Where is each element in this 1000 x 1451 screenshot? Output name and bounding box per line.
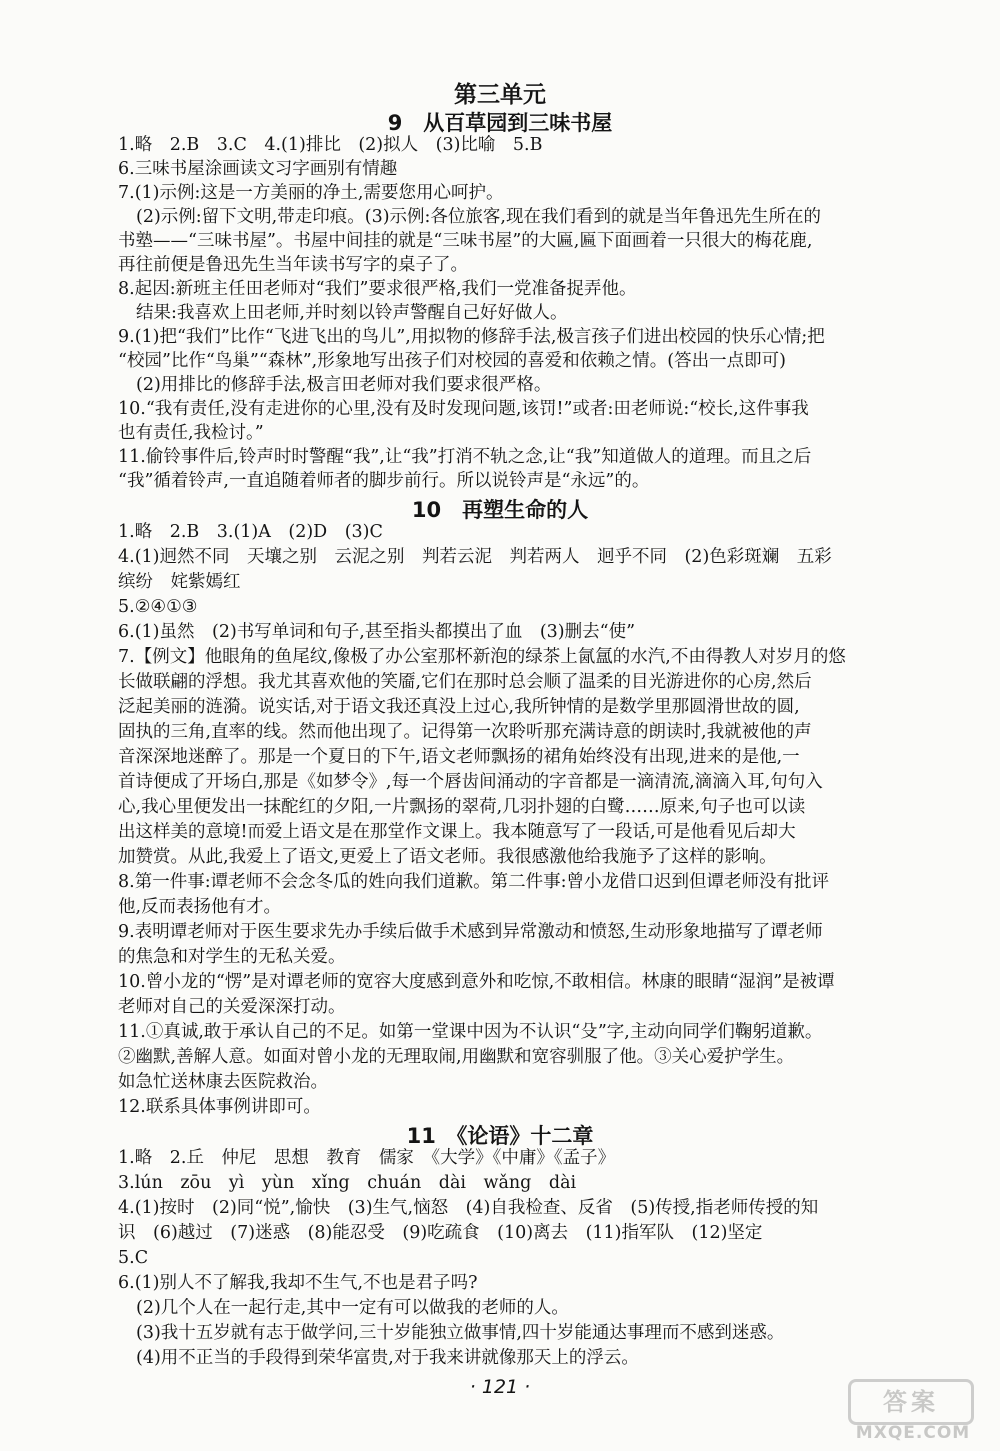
answer-line: 7.【例文】他眼角的鱼尾纹,像极了办公室那杯新泡的绿茶上氤氲的水汽,不由得教人对岁月的悠 <box>118 647 846 667</box>
answer-line: (4)用不正当的手段得到荣华富贵,对于我来讲就像那天上的浮云。 <box>136 1348 639 1368</box>
answer-line: 缤纷 姹紫嫣红 <box>118 572 241 592</box>
answer-line: 加赞赏。从此,我爱上了语文,更爱上了语文老师。我很感激他给我施予了这样的影响。 <box>118 847 777 867</box>
answer-line: 3.lún zōu yì yùn xǐng chuán dài wǎng dài <box>118 1173 577 1193</box>
answer-line: 9.表明谭老师对于医生要求先办手续后做手术感到异常激动和愤怒,生动形象地描写了谭老师 <box>118 922 823 942</box>
answer-line: 12.联系具体事例讲即可。 <box>118 1097 321 1117</box>
answer-line: 识 (6)越过 (7)迷惑 (8)能忍受 (9)吃疏食 (10)离去 (11)指军队 (12)坚定 <box>118 1223 763 1243</box>
answer-line: 泛起美丽的涟漪。说实话,对于语文我还真没上过心,我所钟情的是数学里那圆滑世故的圆, <box>118 697 800 717</box>
watermark-logo <box>848 1379 978 1443</box>
unit-title: 第三单元 <box>454 82 546 108</box>
watermark-text-top: 答案 <box>848 1379 974 1425</box>
answer-line: 的焦急和对学生的无私关爱。 <box>118 947 346 967</box>
answer-line: 如急忙送林康去医院救治。 <box>118 1072 328 1092</box>
answer-line: 长做联翩的浮想。我尤其喜欢他的笑靥,它们在那时总会顺了温柔的目光游进你的心房,然后 <box>118 672 812 692</box>
answer-line: (3)我十五岁就有志于做学问,三十岁能独立做事情,四十岁能通达事理而不感到迷惑。 <box>136 1323 785 1343</box>
answer-line: 固执的三角,直率的线。然而他出现了。记得第一次聆听那充满诗意的朗读时,我就被他的声 <box>118 722 812 742</box>
answer-line: 4.(1)迥然不同 天壤之别 云泥之别 判若云泥 判若两人 迥乎不同 (2)色彩斑斓 五彩 <box>118 547 832 567</box>
answer-line: “校园”比作“鸟巢”“森林”,形象地写出孩子们对校园的喜爱和依赖之情。(答出一点即可) <box>118 351 786 371</box>
answer-line: 8.起因:新班主任田老师对“我们”要求很严格,我们一党准备捉弄他。 <box>118 279 637 299</box>
section-title-10: 10 再塑生命的人 <box>411 498 589 522</box>
answer-line: (2)用排比的修辞手法,极言田老师对我们要求很严格。 <box>136 375 552 395</box>
answer-line: 10.曾小龙的“愣”是对谭老师的宽容大度感到意外和吃惊,不敢相信。林康的眼睛“湿润”是被谭 <box>118 972 835 992</box>
answer-line: 9.(1)把“我们”比作“飞进飞出的鸟儿”,用拟物的修辞手法,极言孩子们进出校园的快乐心情;把 <box>118 327 825 347</box>
answer-line: 6.(1)别人不了解我,我却不生气,不也是君子吗? <box>118 1273 478 1293</box>
answer-line: 结果:我喜欢上田老师,并时刻以铃声警醒自己好好做人。 <box>136 303 568 323</box>
answer-line: 书塾——“三味书屋”。书屋中间挂的就是“三味书屋”的大匾,匾下面画着一只很大的梅花鹿, <box>118 231 813 251</box>
watermark-text-bottom: MXQE.COM <box>855 1423 971 1443</box>
answer-line: 5.②④①③ <box>118 597 198 617</box>
answer-line: “我”循着铃声,一直追随着师者的脚步前行。所以说铃声是“永远”的。 <box>118 471 650 491</box>
answer-line: ②幽默,善解人意。如面对曾小龙的无理取闹,用幽默和宽容驯服了他。③关心爱护学生。 <box>118 1047 795 1067</box>
answer-line: 心,我心里便发出一抹酡红的夕阳,一片飘扬的翠荷,几羽扑翅的白鹭……原来,句子也可以读 <box>118 797 806 817</box>
answer-line: 1.略 2.丘 仲尼 思想 教育 儒家 《大学》《中庸》《孟子》 <box>118 1148 616 1168</box>
answer-line: 4.(1)按时 (2)同“悦”,愉快 (3)生气,恼怒 (4)自我检查、反省 (5)传授,指老师传授的知 <box>118 1198 819 1218</box>
section-title-11: 11 《论语》十二章 <box>406 1124 594 1148</box>
answer-line: 老师对自己的关爱深深打动。 <box>118 997 346 1017</box>
answer-line: 音深深地迷醉了。那是一个夏日的下午,语文老师飘扬的裙角始终没有出现,进来的是他,一 <box>118 747 800 767</box>
answer-line: 10.“我有责任,没有走进你的心里,没有及时发现问题,该罚!”或者:田老师说:“校长,这件事我 <box>118 399 809 419</box>
answer-line: (2)示例:留下文明,带走印痕。(3)示例:各位旅客,现在我们看到的就是当年鲁迅先生所在的 <box>136 207 821 227</box>
answer-line: 1.略 2.B 3.C 4.(1)排比 (2)拟人 (3)比喻 5.B <box>118 135 543 155</box>
answer-line: 出这样美的意境!而爱上语文是在那堂作文课上。我本随意写了一段话,可是他看见后却大 <box>118 822 796 842</box>
answer-line: 6.(1)虽然 (2)书写单词和句子,甚至指头都摸出了血 (3)删去“使” <box>118 622 636 642</box>
section-title-9: 9 从百草园到三味书屋 <box>387 111 613 135</box>
answer-line: 11.①真诚,敢于承认自己的不足。如第一堂课中因为不认识“殳”字,主动向同学们鞠躬道歉。 <box>118 1022 823 1042</box>
answer-line: 首诗便成了开场白,那是《如梦令》,每一个唇齿间涌动的字音都是一滴清流,滴滴入耳,句句入 <box>118 772 823 792</box>
answer-line: 5.C <box>118 1248 149 1268</box>
answer-line: 7.(1)示例:这是一方美丽的净土,需要您用心呵护。 <box>118 183 504 203</box>
page-number: · 121 · <box>469 1376 531 1398</box>
answer-line: 6.三味书屋涂画读文习字画别有情趣 <box>118 159 398 179</box>
answer-line: 他,反而表扬他有才。 <box>118 897 282 917</box>
answer-line: (2)几个人在一起行走,其中一定有可以做我的老师的人。 <box>136 1298 569 1318</box>
answer-line: 8.第一件事:谭老师不会念冬瓜的姓向我们道歉。第二件事:曾小龙借口迟到但谭老师没有批评 <box>118 872 829 892</box>
answer-line: 也有责任,我检讨。” <box>118 423 264 443</box>
answer-line: 1.略 2.B 3.(1)A (2)D (3)C <box>118 522 383 542</box>
answer-line: 再往前便是鲁迅先生当年读书写字的桌子了。 <box>118 255 468 275</box>
answer-line: 11.偷铃事件后,铃声时时警醒“我”,让“我”打消不轨之念,让“我”知道做人的道理。而且之后 <box>118 447 812 467</box>
